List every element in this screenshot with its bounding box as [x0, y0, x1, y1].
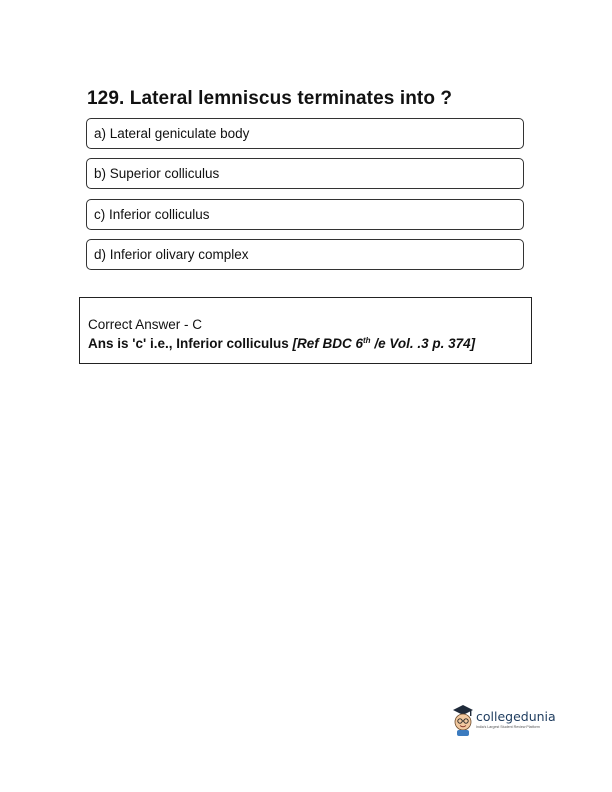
answer-reference: [293, 336, 476, 351]
ref-prefix: [Ref BDC 6: [292, 336, 364, 351]
ref-superscript: th: [363, 336, 371, 345]
option-a[interactable]: [86, 118, 524, 149]
option-c[interactable]: [86, 199, 524, 230]
correct-answer: Correct Answer - C: [88, 317, 203, 332]
answer-explanation: Ans is 'c' i.e., Inferior colliculus: [88, 336, 289, 351]
collegedunia-logo: [448, 703, 558, 739]
brand-name: collegedunia: [476, 709, 556, 724]
ref-suffix: /e Vol. .3 p. 374]: [370, 336, 476, 351]
option-d-label: d) Inferior olivary complex: [94, 247, 249, 262]
question-title: 129. Lateral lemniscus terminates into ?: [87, 88, 453, 109]
brand-tagline: India's Largest Student Review Platform: [476, 725, 540, 729]
option-b-label: b) Superior colliculus: [94, 166, 220, 181]
option-d[interactable]: [86, 239, 524, 270]
option-a-label: a) Lateral geniculate body: [94, 126, 250, 141]
option-b[interactable]: [86, 158, 524, 189]
answer-explanation-line: [88, 334, 531, 353]
graduate-cap-icon: [450, 703, 476, 737]
answer-box: [79, 297, 532, 364]
option-c-label: c) Inferior colliculus: [94, 207, 210, 222]
